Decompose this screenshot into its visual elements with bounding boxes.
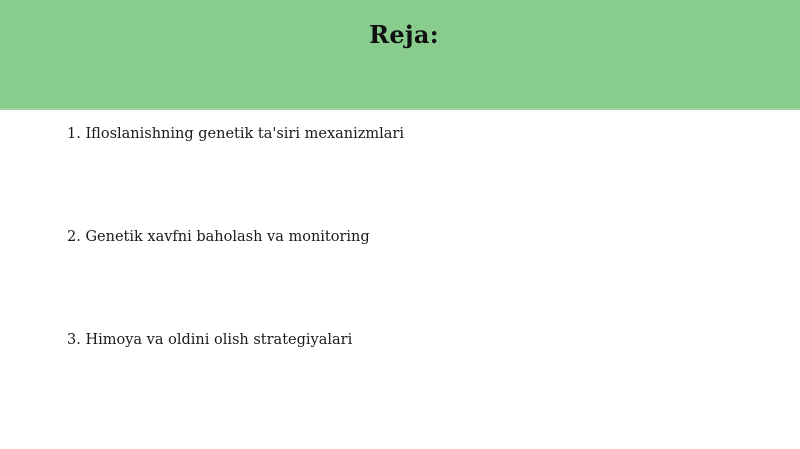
slide-title: Reja: bbox=[369, 20, 439, 49]
header-band bbox=[0, 0, 800, 110]
plan-item-1: 1. Ifloslanishning genetik ta'siri mexanizmlari bbox=[67, 126, 404, 142]
plan-item-2: 2. Genetik xavfni baholash va monitoring bbox=[67, 229, 370, 245]
plan-item-3: 3. Himoya va oldini olish strategiyalari bbox=[67, 332, 353, 348]
